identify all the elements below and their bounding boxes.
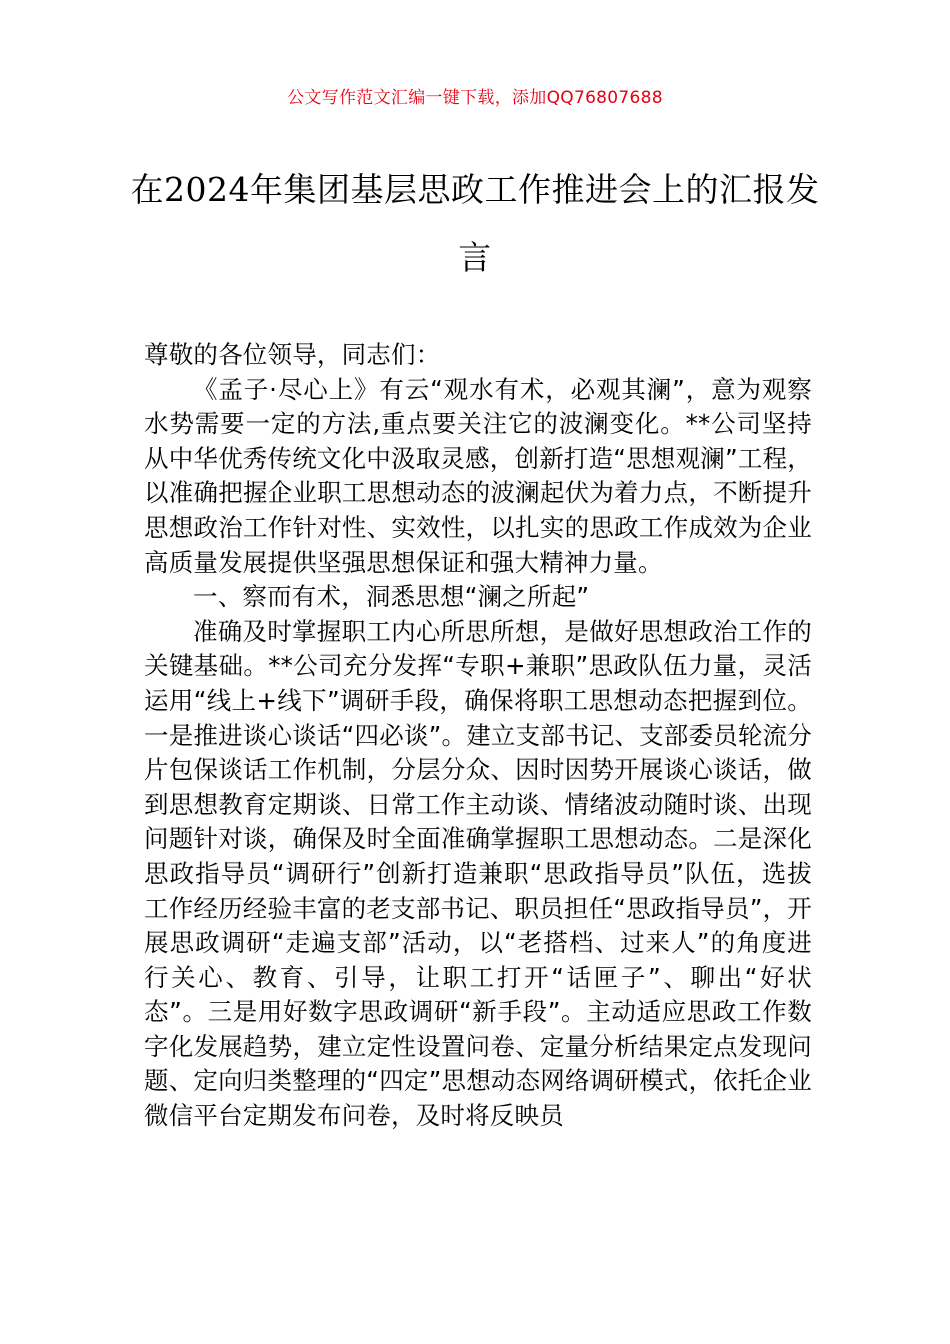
- document-title: 在2024年集团基层思政工作推进会上的汇报发言: [130, 170, 820, 277]
- section-heading-1: 一、察而有术，洞悉思想“澜之所起”: [193, 582, 590, 612]
- paragraph-intro: 《孟子·尽心上》有云“观水有术，必观其澜”，意为观察水势需要一定的方法,重点要关注它的波澜变化。**公司坚持从中华优秀传统文化中汲取灵感，创新打造“思想观澜”工程，以准确把握企业职工思想动态的波澜起伏为着力点，不断提升思想政治工作针对性、实效性，以扎实的思政工作成效为企业高质量发展提供坚强思想保证和强大精神力量。: [144, 374, 812, 577]
- paragraph-section-1: 准确及时掌握职工内心所思所想，是做好思想政治工作的关键基础。**公司充分发挥“专职+兼职”思政队伍力量，灵活运用“线上+线下”调研手段，确保将职工思想动态把握到位。一是推进谈心谈话“四必谈”。建立支部书记、支部委员轮流分片包保谈话工作机制，分层分众、因时因势开展谈心谈话，做到思想教育定期谈、日常工作主动谈、情绪波动随时谈、出现问题针对谈，确保及时全面准确掌握职工思想动态。二是深化思政指导员“调研行”创新打造兼职“思政指导员”队伍，选拔工作经历经验丰富的老支部书记、职员担任“思政指导员”，开展思政调研“走遍支部”活动，以“老搭档、过来人”的角度进行关心、教育、引导，让职工打开“话匣子”、聊出“好状态”。三是用好数字思政调研“新手段”。主动适应思政工作数字化发展趋势，建立定性设置问卷、定量分析结果定点发现问题、定向归类整理的“四定”思想动态网络调研模式，依托企业微信平台定期发布问卷，及时将反映员: [144, 616, 812, 1131]
- document-body: [144, 338, 812, 1134]
- header-promo-note: 公文写作范文汇编一键下载，添加QQ76807688: [287, 88, 663, 108]
- salutation: 尊敬的各位领导，同志们：: [144, 340, 441, 369]
